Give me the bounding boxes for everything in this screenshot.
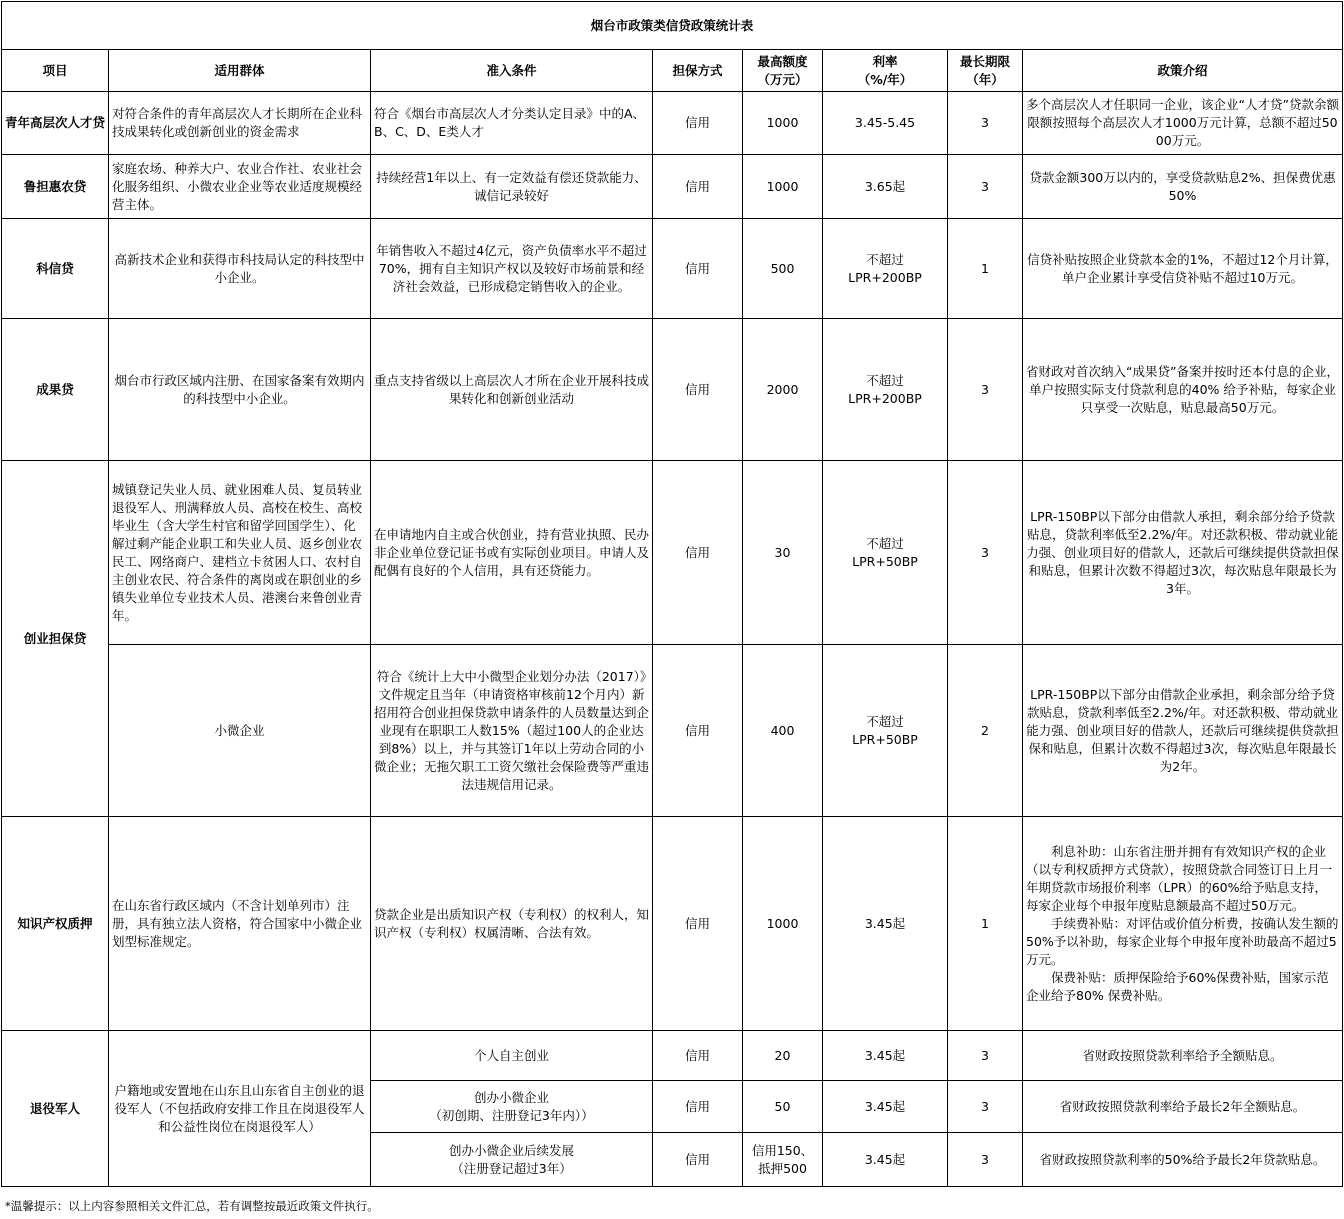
table-row-startup-micro	[2, 645, 1343, 817]
guarantee-cell: 信用	[653, 1031, 743, 1081]
intro-cell	[1023, 817, 1343, 1031]
term-cell: 3	[948, 1081, 1023, 1133]
header-max-amount	[743, 50, 823, 92]
rate-cell: 3.45-5.45	[823, 92, 948, 155]
conditions-cell: 符合《统计上大中小微型企业划分办法（2017）》文件规定且当年（申请资格审核前12个月内）新招用符合创业担保贷款申请条件的人员数量达到企业现有在职职工人数15%（超过100人的企业达到8%）以上，并与其签订1年以上劳动合同的小微企业；无拖欠职工工资欠缴社会保险费等严重违法违规信用记录。	[371, 645, 653, 817]
conditions-cell: 在申请地内自主或合伙创业，持有营业执照、民办非企业单位登记证书或有实际创业项目。申请人及配偶有良好的个人信用，具有还贷能力。	[371, 461, 653, 645]
term-cell: 3	[948, 92, 1023, 155]
amount-cell	[743, 1133, 823, 1187]
header-rate-l1: 利率	[872, 53, 898, 69]
guarantee-cell: 信用	[653, 645, 743, 817]
conditions-cell: 年销售收入不超过4亿元，资产负债率水平不超过70%，拥有自主知识产权以及较好市场前景和经济社会效益，已形成稳定销售收入的企业。	[371, 219, 653, 319]
header-intro: 政策介绍	[1023, 50, 1343, 92]
guarantee-cell: 信用	[653, 817, 743, 1031]
project-cell: 青年高层次人才贷	[2, 92, 109, 155]
amount-line-2: 抵押500	[758, 1160, 807, 1176]
project-cell: 鲁担惠农贷	[2, 155, 109, 219]
table-row-tech	[2, 219, 1343, 319]
conditions-line-1: 创办小微企业后续发展	[448, 1142, 574, 1158]
group-cell: 小微企业	[109, 645, 371, 817]
intro-cell: 省财政按照贷款利率的50%给予最长2年贷款贴息。	[1023, 1133, 1343, 1187]
header-max-amount-l2: （万元）	[757, 71, 808, 87]
table-row-farm	[2, 155, 1343, 219]
rate-cell: 3.45起	[823, 1081, 948, 1133]
rate-cell: 3.65起	[823, 155, 948, 219]
header-group: 适用群体	[109, 50, 371, 92]
header-term-l1: 最长期限	[959, 53, 1010, 69]
intro-cell: 信贷补贴按照企业贷款本金的1%，不超过12个月计算，单户企业累计享受信贷补贴不超过10万元。	[1023, 219, 1343, 319]
guarantee-cell: 信用	[653, 92, 743, 155]
header-row	[2, 50, 1343, 92]
guarantee-cell: 信用	[653, 1133, 743, 1187]
rate-line-2: LPR+50BP	[852, 731, 918, 747]
rate-cell: 3.45起	[823, 1133, 948, 1187]
amount-cell: 30	[743, 461, 823, 645]
intro-interest-subsidy: 利息补助：山东省注册并拥有有效知识产权的企业（以专利权质押方式贷款），按照贷款合同签订日上月一年期贷款市场报价利率（LPR）的60%给予贴息支持，每家企业每个申报年度贴息额最高不超过50万元。	[1026, 843, 1333, 913]
intro-fee-subsidy: 手续费补贴：对评估或价值分析费，按确认发生额的50%予以补助，每家企业每个申报年度补助最高不超过5万元。	[1026, 915, 1339, 967]
rate-line-1: 不超过	[866, 372, 904, 388]
rate-line-2: LPR+200BP	[848, 390, 922, 406]
amount-cell: 1000	[743, 155, 823, 219]
term-cell: 1	[948, 817, 1023, 1031]
page-title: 烟台市政策类信贷政策统计表	[2, 2, 1343, 50]
amount-cell: 50	[743, 1081, 823, 1133]
header-term-l2: （年）	[966, 71, 1004, 87]
group-cell: 家庭农场、种养大户、农业合作社、农业社会化服务组织、小微农业企业等农业适度规模经营主体。	[109, 155, 371, 219]
header-max-amount-l1: 最高额度	[757, 53, 808, 69]
table-row-veteran-1	[2, 1031, 1343, 1081]
group-cell: 在山东省行政区域内（不含计划单列市）注册，具有独立法人资格，符合国家中小微企业划型标准规定。	[109, 817, 371, 1031]
conditions-cell: 个人自主创业	[371, 1031, 653, 1081]
conditions-line-1: 创办小微企业	[473, 1089, 549, 1105]
table-row-talent	[2, 92, 1343, 155]
project-cell: 科信贷	[2, 219, 109, 319]
term-cell: 3	[948, 1133, 1023, 1187]
amount-line-1: 信用150、	[751, 1142, 814, 1158]
group-cell: 烟台市行政区域内注册、在国家备案有效期内的科技型中小企业。	[109, 319, 371, 461]
intro-cell: 多个高层次人才任职同一企业，该企业“人才贷”贷款余额限额按照每个高层次人才1000万元计算，总额不超过5000万元。	[1023, 92, 1343, 155]
group-cell: 户籍地或安置地在山东且山东省自主创业的退役军人（不包括政府安排工作且在岗退役军人和公益性岗位在岗退役军人）	[109, 1031, 371, 1187]
intro-cell: 省财政对首次纳入“成果贷”备案并按时还本付息的企业，单户按照实际支付贷款利息的40% 给予补贴，每家企业只享受一次贴息，贴息最高50万元。	[1023, 319, 1343, 461]
rate-cell: 3.45起	[823, 1031, 948, 1081]
header-term	[948, 50, 1023, 92]
rate-line-1: 不超过	[866, 535, 904, 551]
group-cell: 城镇登记失业人员、就业困难人员、复员转业退役军人、刑满释放人员、高校在校生、高校毕业生（含大学生村官和留学回国学生）、化解过剩产能企业职工和失业人员、返乡创业农民工、网络商户、建档立卡贫困人口、农村自主创业农民、符合条件的离岗或在职创业的乡镇失业单位专业技术人员、港澳台来鲁创业青年。	[109, 461, 371, 645]
intro-cell: 省财政按照贷款利率给予全额贴息。	[1023, 1031, 1343, 1081]
rate-cell	[823, 219, 948, 319]
guarantee-cell: 信用	[653, 1081, 743, 1133]
conditions-cell	[371, 1133, 653, 1187]
intro-cell: 省财政按照贷款利率给予最长2年全额贴息。	[1023, 1081, 1343, 1133]
amount-cell: 1000	[743, 817, 823, 1031]
guarantee-cell: 信用	[653, 461, 743, 645]
project-cell: 退役军人	[2, 1031, 109, 1187]
amount-cell: 20	[743, 1031, 823, 1081]
guarantee-cell: 信用	[653, 219, 743, 319]
rate-cell	[823, 319, 948, 461]
rate-line-1: 不超过	[866, 713, 904, 729]
header-rate	[823, 50, 948, 92]
table-row-startup-personal	[2, 461, 1343, 645]
conditions-line-2: （初创期、注册登记3年内））	[429, 1107, 594, 1123]
rate-line-1: 不超过	[866, 251, 904, 267]
intro-premium-subsidy: 保费补贴：质押保险给予60%保费补贴，国家示范企业给予80% 保费补贴。	[1026, 969, 1329, 1003]
table-row-achieve	[2, 319, 1343, 461]
project-cell: 知识产权质押	[2, 817, 109, 1031]
project-cell: 创业担保贷	[2, 461, 109, 817]
header-guarantee: 担保方式	[653, 50, 743, 92]
term-cell: 3	[948, 319, 1023, 461]
footnote: *温馨提示：以上内容参照相关文件汇总，若有调整按最近政策文件执行。	[5, 1199, 379, 1213]
conditions-cell: 重点支持省级以上高层次人才所在企业开展科技成果转化和创新创业活动	[371, 319, 653, 461]
intro-cell: LPR-150BP以下部分由借款企业承担，剩余部分给予贷款贴息，贷款利率低至2.2%/年。对还款积极、带动就业能力强、创业项目好的借款人，还款后可继续提供贷款担保和贴息，但累计次数不得超过3次，每次贴息年限最长为2年。	[1023, 645, 1343, 817]
policy-table	[1, 1, 1343, 1187]
term-cell: 3	[948, 461, 1023, 645]
amount-cell: 2000	[743, 319, 823, 461]
conditions-cell: 符合《烟台市高层次人才分类认定目录》中的A、B、C、D、E类人才	[371, 92, 653, 155]
conditions-cell	[371, 1081, 653, 1133]
amount-cell: 1000	[743, 92, 823, 155]
rate-cell	[823, 645, 948, 817]
conditions-cell: 贷款企业是出质知识产权（专利权）的权利人，知识产权（专利权）权属清晰、合法有效。	[371, 817, 653, 1031]
amount-cell: 400	[743, 645, 823, 817]
term-cell: 3	[948, 155, 1023, 219]
amount-cell: 500	[743, 219, 823, 319]
intro-cell: 贷款金额300万以内的，享受贷款贴息2%、担保费优惠50%	[1023, 155, 1343, 219]
header-conditions: 准入条件	[371, 50, 653, 92]
conditions-cell: 持续经营1年以上、有一定效益有偿还贷款能力、诚信记录较好	[371, 155, 653, 219]
rate-line-2: LPR+200BP	[848, 269, 922, 285]
conditions-line-2: （注册登记超过3年）	[451, 1160, 572, 1176]
header-rate-l2: （%/年）	[857, 71, 913, 87]
rate-cell: 3.45起	[823, 817, 948, 1031]
intro-cell: LPR-150BP以下部分由借款人承担，剩余部分给予贷款贴息，贷款利率低至2.2%/年。对还款积极、带动就业能力强、创业项目好的借款人，还款后可继续提供贷款担保和贴息，但累计次数不得超过3次，每次贴息年限最长为3年。	[1023, 461, 1343, 645]
table-row-ip	[2, 817, 1343, 1031]
header-project: 项目	[2, 50, 109, 92]
project-cell: 成果贷	[2, 319, 109, 461]
rate-line-2: LPR+50BP	[852, 553, 918, 569]
group-cell: 对符合条件的青年高层次人才长期所在企业科技成果转化或创新创业的资金需求	[109, 92, 371, 155]
rate-cell	[823, 461, 948, 645]
term-cell: 1	[948, 219, 1023, 319]
guarantee-cell: 信用	[653, 155, 743, 219]
guarantee-cell: 信用	[653, 319, 743, 461]
term-cell: 2	[948, 645, 1023, 817]
group-cell: 高新技术企业和获得市科技局认定的科技型中小企业。	[109, 219, 371, 319]
term-cell: 3	[948, 1031, 1023, 1081]
